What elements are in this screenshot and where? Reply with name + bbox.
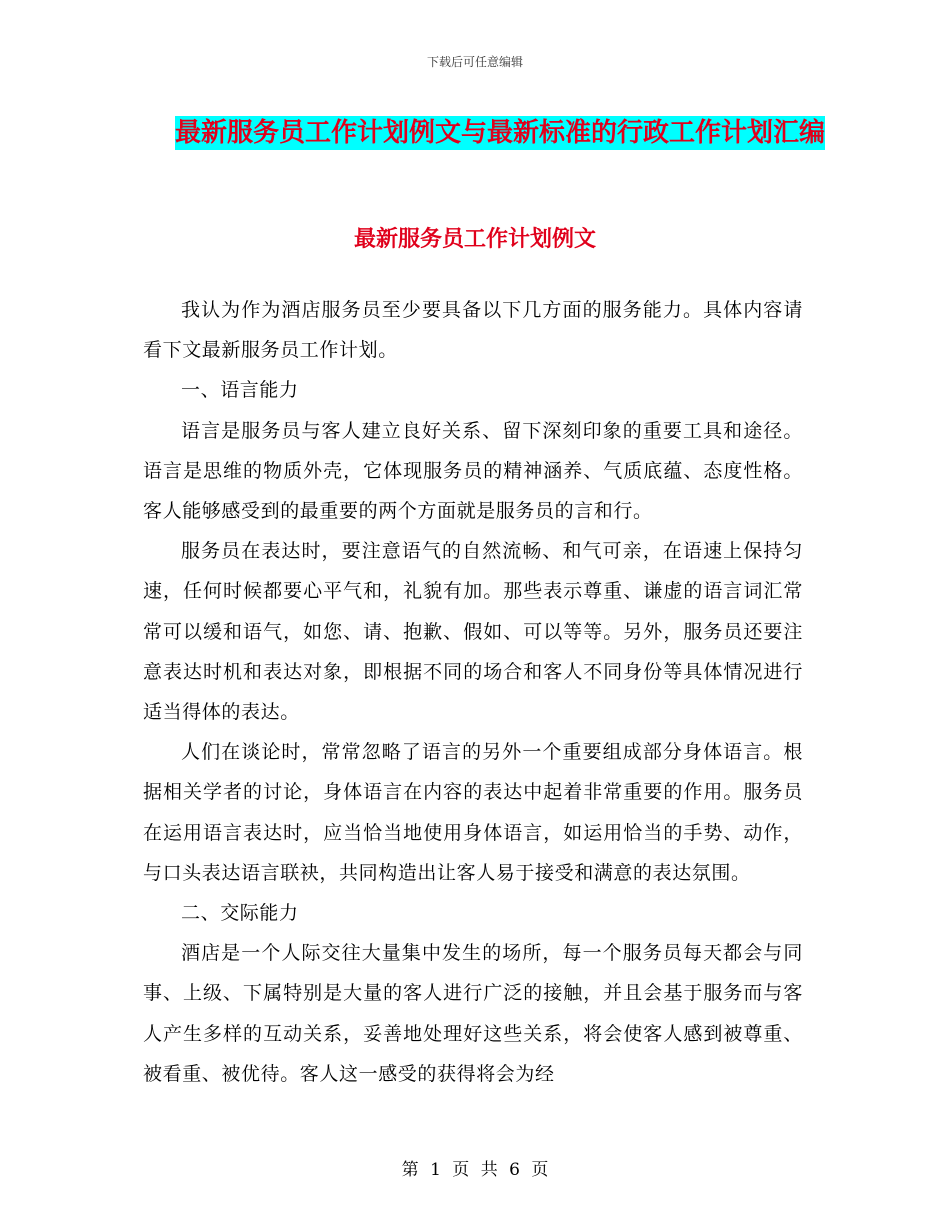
paragraph: 我认为作为酒店服务员至少要具备以下几方面的服务能力。具体内容请看下文最新服务员工作计划。 [143,299,803,362]
document-body [143,290,803,1094]
document-title-text: 最新服务员工作计划例文与最新标准的行政工作计划汇编 [174,118,825,148]
document-title [150,108,850,158]
paragraph: 语言是服务员与客人建立良好关系、留下深刻印象的重要工具和途径。语言是思维的物质外壳，它体现服务员的精神涵养、气质底蕴、态度性格。客人能够感受到的最重要的两个方面就是服务员的言和行。 [143,419,803,523]
section-heading: 一、语言能力 [181,379,299,402]
section-heading: 二、交际能力 [181,902,299,925]
paragraph: 服务员在表达时，要注意语气的自然流畅、和气可亲，在语速上保持匀速，任何时候都要心平气和，礼貌有加。那些表示尊重、谦虚的语言词汇常常可以缓和语气，如您、请、抱歉、假如、可以等等。另外，服务员还要注意表达时机和表达对象，即根据不同的场合和客人不同身份等具体情况进行适当得体的表达。 [143,540,803,724]
paragraph: 酒店是一个人际交往大量集中发生的场所，每一个服务员每天都会与同事、上级、下属特别是大量的客人进行广泛的接触，并且会基于服务而与客人产生多样的互动关系，妥善地处理好这些关系，将会使客人感到被尊重、被看重、被优待。客人这一感受的获得将会为经 [143,942,803,1085]
section-title: 最新服务员工作计划例文 [353,227,596,252]
header-note: 下载后可任意编辑 [426,55,523,69]
page-number: 第 1 页 共 6 页 [401,1160,549,1180]
paragraph: 人们在谈论时，常常忽略了语言的另外一个重要组成部分身体语言。根据相关学者的讨论，身体语言在内容的表达中起着非常重要的作用。服务员在运用语言表达时，应当恰当地使用身体语言，如运用恰当的手势、动作，与口头表达语言联袂，共同构造出让客人易于接受和满意的表达氛围。 [143,741,803,884]
